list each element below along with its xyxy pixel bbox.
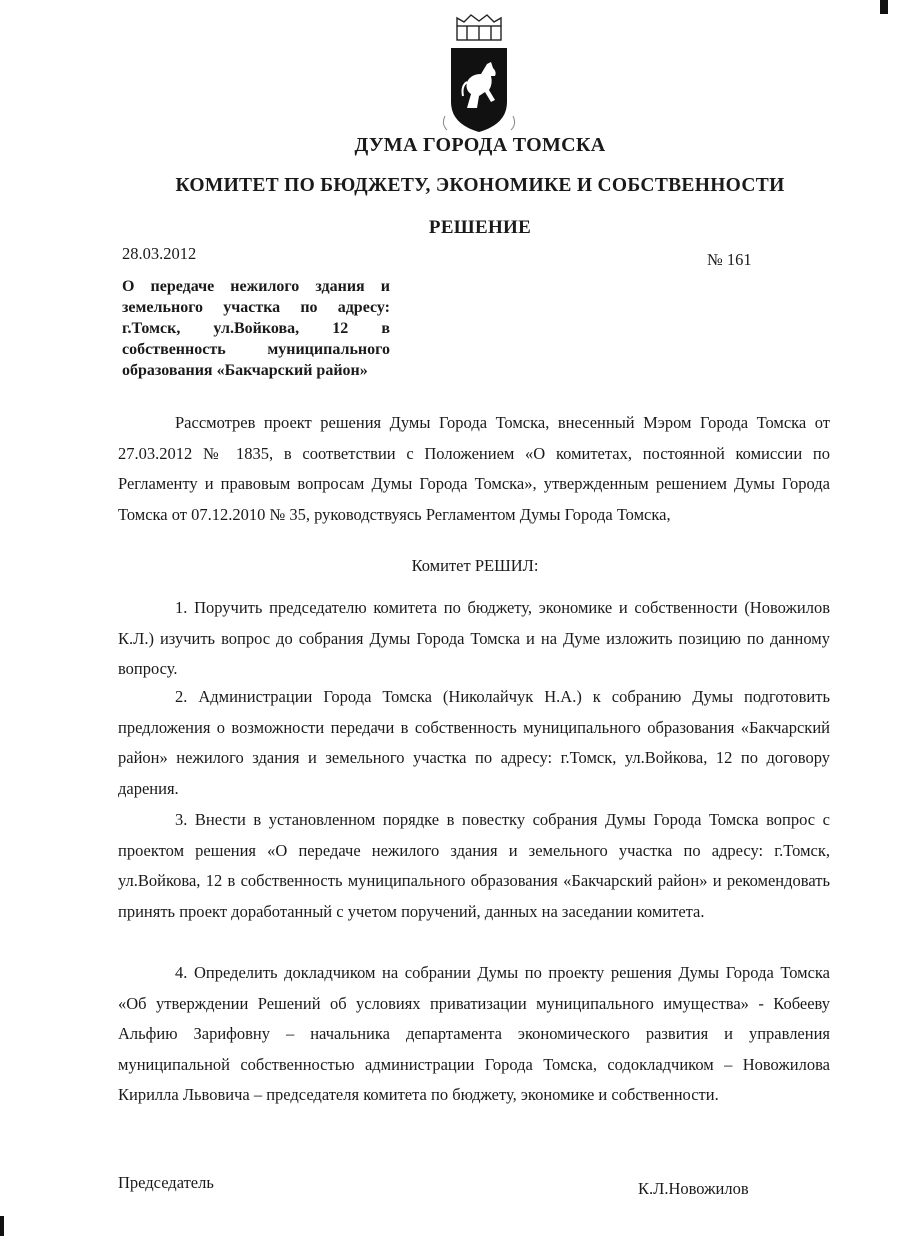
document-date: 28.03.2012 — [122, 244, 197, 263]
tomsk-coat-of-arms-icon — [437, 12, 521, 138]
organization-title: ДУМА ГОРОДА ТОМСКА — [354, 134, 606, 156]
scan-corner-mark — [880, 0, 888, 14]
document-number: № 161 — [707, 250, 752, 269]
document-subject: О передаче нежилого здания и земельного участка по адресу: г.Томск, ул.Войкова, 12 в собственность муниципального образования «Бакчарский район» — [122, 278, 390, 379]
resolution-item: 1. Поручить председателю комитета по бюджету, экономике и собственности (Новожилов К.Л.) изучить вопрос до собрания Думы Города Томска и на Думе изложить позицию по данному вопросу. — [118, 598, 830, 678]
intro-paragraph: Рассмотрев проект решения Думы Города Томска, внесенный Мэром Города Томска от 27.03.2012 № 1835, в соответствии с Положением «О комитетах, постоянной комиссии по Регламенту и правовым вопросам Думы Города Томска», утвержденным решением Думы Города Томска от 07.12.2010 № 35, руководствуясь Регламентом Думы Города Томска, — [118, 413, 830, 524]
resolution-heading: Комитет РЕШИЛ: — [411, 556, 539, 575]
document-type: РЕШЕНИЕ — [428, 217, 532, 238]
committee-title: КОМИТЕТ ПО БЮДЖЕТУ, ЭКОНОМИКЕ И СОБСТВЕННОСТИ — [175, 175, 785, 196]
resolution-item: 2. Администрации Города Томска (Николайчук Н.А.) к собранию Думы подготовить предложения о возможности передачи в собственность муниципального образования «Бакчарский район» нежилого здания и земельного участка по адресу: г.Томск, ул.Войкова, 12 по договору дарения. — [118, 687, 830, 798]
scan-edge-mark — [0, 1216, 4, 1236]
signature-label: Председатель — [118, 1173, 214, 1192]
resolution-item: 4. Определить докладчиком на собрании Думы по проекту решения Думы Города Томска «Об утверждении Решений об условиях приватизации муниципального имущества» - Кобееву Альфию Зарифовну – начальника департамента экономического развития и управления муниципальной собственностью администрации Города Томска, содокладчиком – Новожилова Кирилла Львовича – председателя комитета по бюджету, экономике и собственности. — [118, 963, 830, 1104]
signature-name: К.Л.Новожилов — [638, 1179, 749, 1198]
resolution-item: 3. Внести в установленном порядке в повестку собрания Думы Города Томска вопрос с проектом решения «О передаче нежилого здания и земельного участка по адресу: г.Томск, ул.Войкова, 12 в собственность муниципального образования «Бакчарский район» и рекомендовать принять проект доработанный с учетом поручений, данных на заседании комитета. — [118, 810, 830, 921]
